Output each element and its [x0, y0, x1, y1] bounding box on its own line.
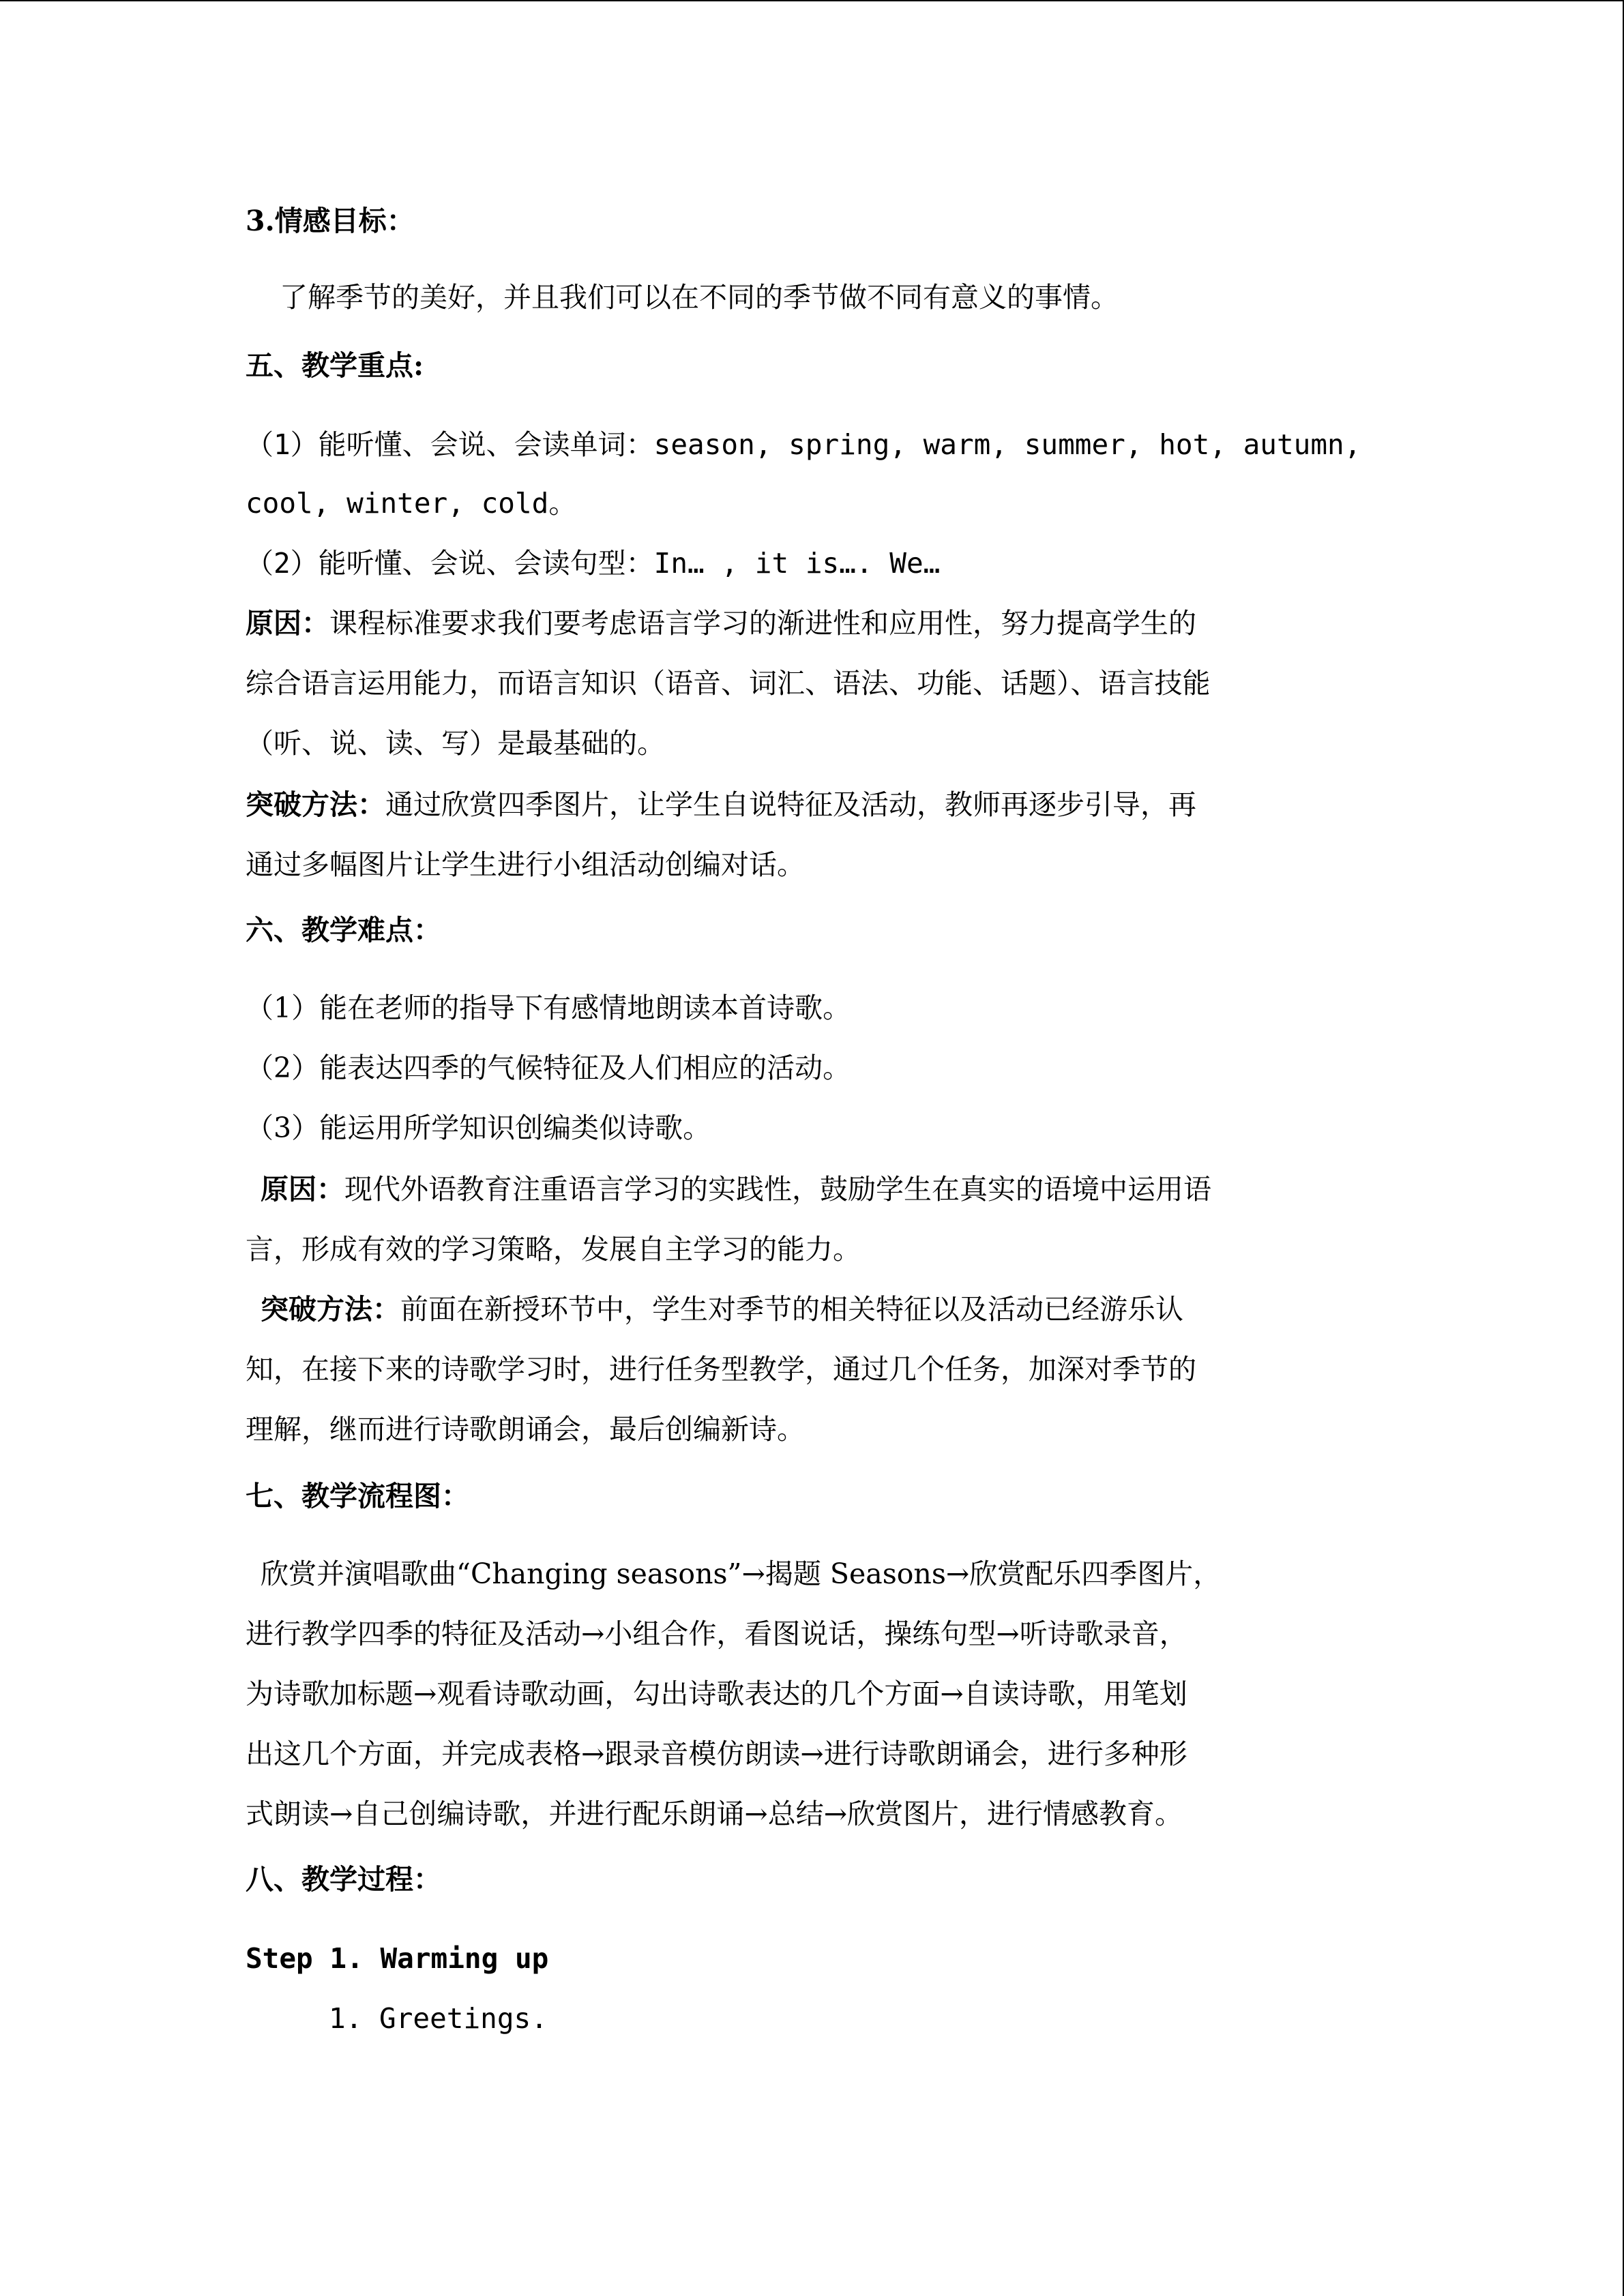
reason-text: 现代外语教育注重语言学习的实践性，鼓励学生在真实的语境中运用语 [344, 1173, 1211, 1206]
section-6-item-1: （1）能在老师的指导下有感情地朗读本首诗歌。 [246, 992, 851, 1024]
section-8-heading: 八、教学过程： [246, 1863, 441, 1896]
section-5-reason-line-3: （听、说、读、写）是最基础的。 [246, 727, 665, 760]
section-5-method-line-1 [246, 784, 1196, 825]
method-label: 突破方法： [261, 1293, 400, 1326]
section-6-heading: 六、教学难点： [246, 914, 441, 946]
section-5-reason-line-2: 综合语言运用能力，而语言知识（语音、词汇、语法、功能、话题）、语言技能 [246, 667, 1211, 700]
step-1-heading: Step 1. Warming up [246, 1942, 549, 1975]
section-7-line-2: 进行教学四季的特征及活动→小组合作，看图说话，操练句型→听诗歌录音， [246, 1617, 1187, 1650]
section-6-method-line-2: 知，在接下来的诗歌学习时，进行任务型教学，通过几个任务，加深对季节的 [246, 1353, 1196, 1386]
section-6-method-line-3: 理解，继而进行诗歌朗诵会，最后创编新诗。 [246, 1413, 805, 1446]
reason-text: 课程标准要求我们要考虑语言学习的渐进性和应用性，努力提高学生的 [329, 607, 1196, 640]
section-7-line-4: 出这几个方面，并完成表格→跟录音模仿朗读→进行诗歌朗诵会，进行多种形 [246, 1738, 1187, 1770]
section-3-body: 了解季节的美好，并且我们可以在不同的季节做不同有意义的事情。 [280, 281, 1119, 314]
section-7-line-3: 为诗歌加标题→观看诗歌动画，勾出诗歌表达的几个方面→自读诗歌，用笔划 [246, 1678, 1187, 1710]
section-6-item-2: （2）能表达四季的气候特征及人们相应的活动。 [246, 1052, 851, 1084]
section-5-reason-line-1 [246, 603, 1196, 644]
reason-label: 原因： [246, 607, 329, 640]
section-7-line-1: 欣赏并演唱歌曲“Changing seasons”→揭题 Seasons→欣赏配乐四季图片， [261, 1557, 1222, 1590]
section-5-item-2: （2）能听懂、会说、会读句型：In… , it is…. We… [246, 547, 941, 580]
method-label: 突破方法： [246, 788, 385, 821]
section-5-item-1-line-2: cool, winter, cold。 [246, 487, 577, 520]
step-1-item-1: 1. Greetings. [329, 2002, 548, 2035]
section-5-heading: 五、教学重点: [246, 349, 424, 382]
section-6-reason-line-2: 言，形成有效的学习策略，发展自主学习的能力。 [246, 1233, 861, 1266]
section-7-line-5: 式朗读→自己创编诗歌，并进行配乐朗诵→总结→欣赏图片，进行情感教育。 [246, 1798, 1183, 1830]
method-text: 通过欣赏四季图片，让学生自说特征及活动，教师再逐步引导，再 [385, 788, 1196, 821]
section-6-item-3: （3）能运用所学知识创编类似诗歌。 [246, 1112, 711, 1144]
section-5-method-line-2: 通过多幅图片让学生进行小组活动创编对话。 [246, 848, 805, 881]
reason-label: 原因： [261, 1173, 344, 1206]
section-3-heading: 3.情感目标： [246, 205, 415, 237]
section-6-reason-line-1 [261, 1169, 1211, 1210]
section-6-method-line-1 [261, 1289, 1183, 1330]
section-5-item-1-line-1: （1）能听懂、会说、会读单词：season, spring, warm, summer, hot, autumn, [246, 428, 1361, 461]
section-7-heading: 七、教学流程图： [246, 1480, 469, 1512]
method-text: 前面在新授环节中，学生对季节的相关特征以及活动已经游乐认 [400, 1293, 1183, 1326]
